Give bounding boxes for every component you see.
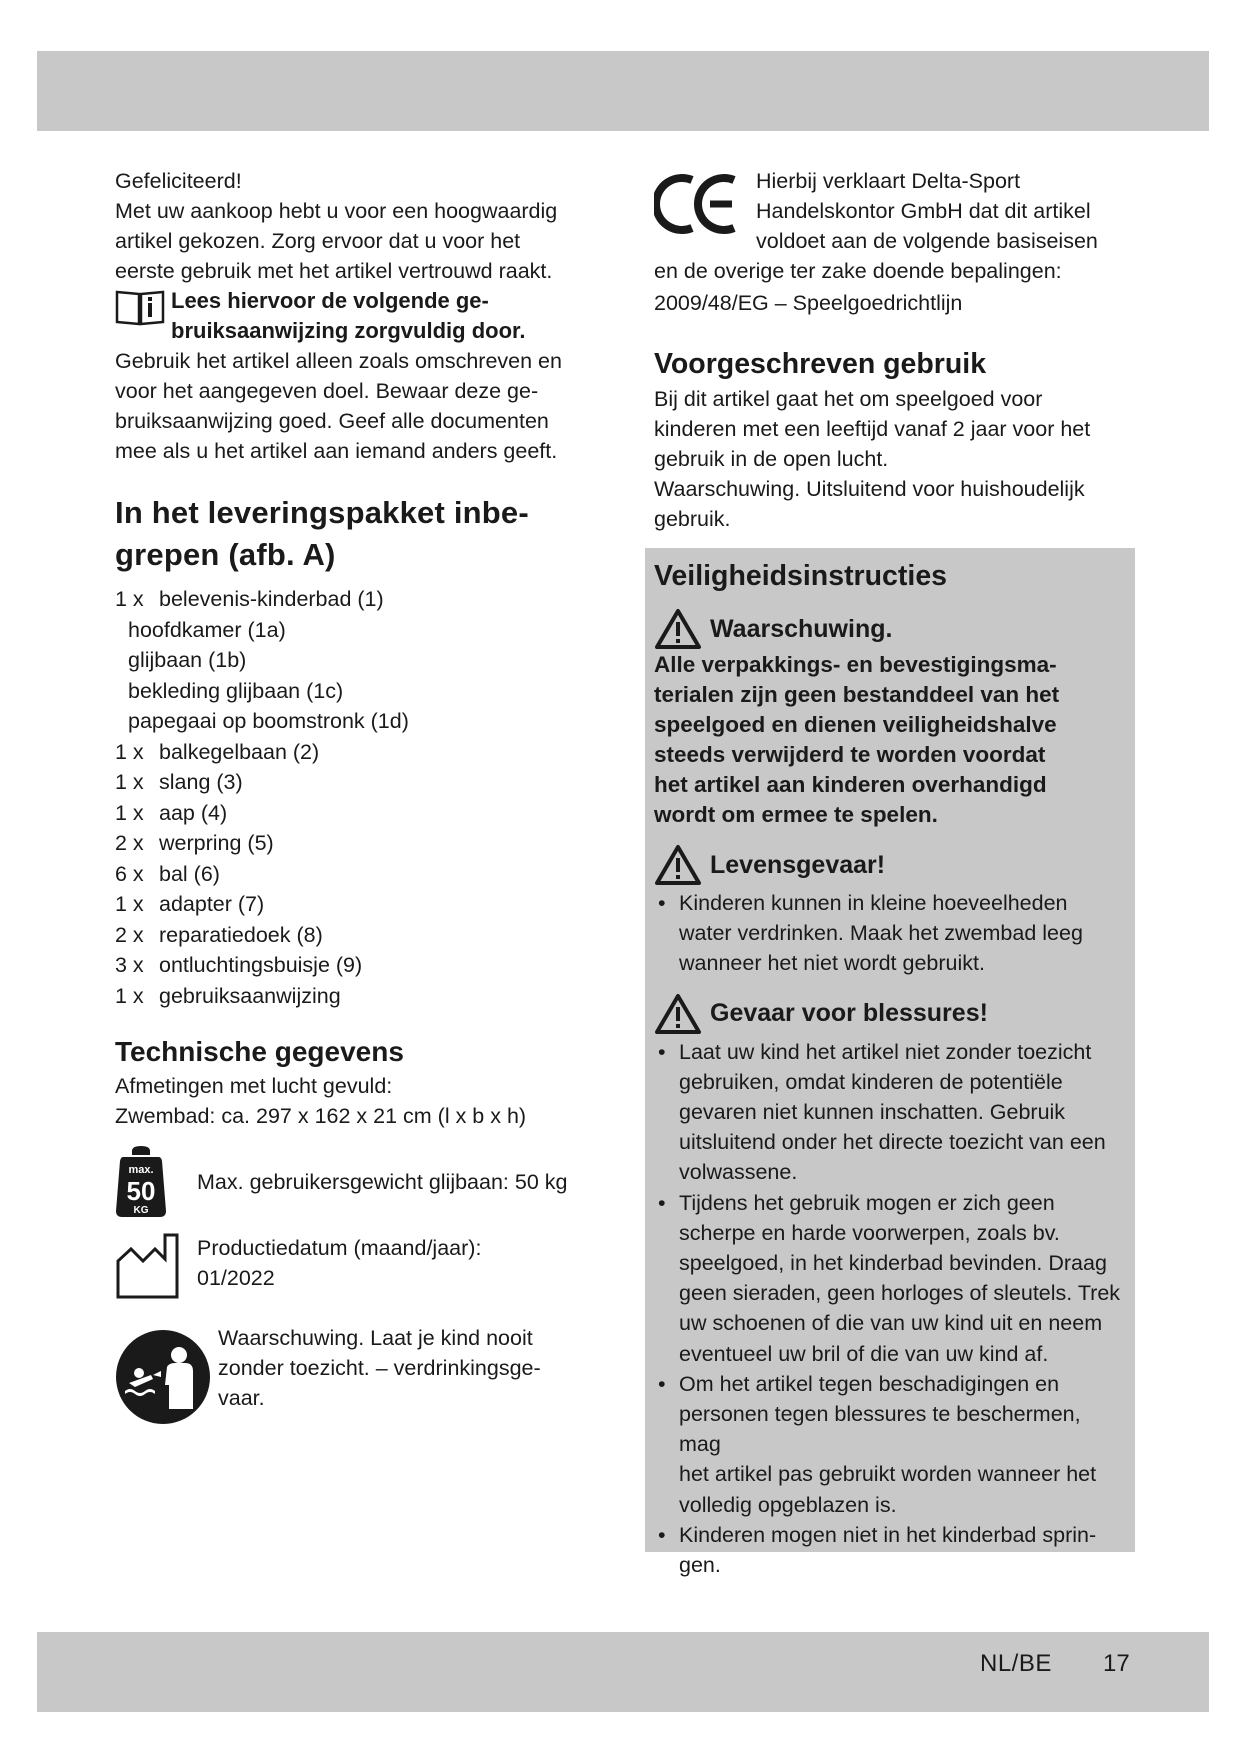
intro-line: voor het aangegeven doel. Bewaar deze ge- xyxy=(115,379,539,403)
intro-line: eerste gebruik met het artikel vertrouwd raakt. xyxy=(115,259,553,283)
danger-list xyxy=(654,888,1125,979)
intro-greeting: Gefeliciteerd! xyxy=(115,169,242,193)
injury-list xyxy=(654,1037,1125,1581)
technical-line: Afmetingen met lucht gevuld: xyxy=(115,1074,393,1098)
supervision-line: vaar. xyxy=(218,1386,265,1410)
warning-triangle-icon xyxy=(654,608,702,650)
intro-line: artikel gekozen. Zorg ervoor dat u voor het xyxy=(115,229,521,253)
safety-title: Veiligheidsinstructies xyxy=(654,560,948,592)
ce-directive: 2009/48/EG – Speelgoedrichtlijn xyxy=(654,291,963,315)
intended-use-line: Waarschuwing. Uitsluitend voor huishoudelijk xyxy=(654,477,1085,501)
warning-line: het artikel aan kinderen overhandigd xyxy=(654,772,1047,797)
list-item: 1 x adapter (7) xyxy=(115,892,265,916)
intended-use-title: Voorgeschreven gebruik xyxy=(654,348,987,380)
warning-line: steeds verwijderd te worden voordat xyxy=(654,742,1046,767)
max-weight-row xyxy=(115,1145,615,1219)
production-label: Productiedatum (maand/jaar): xyxy=(197,1236,482,1260)
intended-use-line: kinderen met een leeftijd vanaf 2 jaar voor het xyxy=(654,417,1091,441)
ce-line: Handelskontor GmbH dat dit artikel xyxy=(756,199,1091,223)
list-item: 2 x reparatiedoek (8) xyxy=(115,922,323,947)
max-weight-text: Max. gebruikersgewicht glijbaan: 50 kg xyxy=(197,1170,568,1194)
supervision-warning-row xyxy=(115,1323,615,1419)
intro-line: Met uw aankoop hebt u voor een hoogwaardig xyxy=(115,199,558,223)
list-item: papegaai op boomstronk (1d) xyxy=(128,709,409,733)
list-item: 6 x bal (6) xyxy=(115,861,220,886)
ce-mark-icon xyxy=(654,172,742,236)
safety-instructions-box xyxy=(645,548,1135,1578)
intended-use-line: Bij dit artikel gaat het om speelgoed voor xyxy=(654,387,1043,411)
warning-line: terialen zijn geen bestanddeel van het xyxy=(654,682,1060,707)
right-column xyxy=(654,166,1124,534)
danger-heading: Levensgevaar! xyxy=(654,844,1125,886)
weight-icon xyxy=(115,1145,167,1219)
intro-line: bruiksaanwijzing goed. Geef alle documenten xyxy=(115,409,549,433)
list-item: • Kinderen mogen niet in het kinderbad sprin- gen. xyxy=(654,1520,1125,1580)
list-item: 1 x slang (3) xyxy=(115,770,243,794)
warning-triangle-icon xyxy=(654,993,702,1035)
supervision-warning-icon xyxy=(115,1329,211,1425)
production-date: 01/2022 xyxy=(197,1266,275,1290)
manual-info-icon xyxy=(115,288,165,326)
list-item: glijbaan (1b) xyxy=(128,648,247,672)
ce-line: voldoet aan de volgende basiseisen xyxy=(756,229,1098,253)
list-item: 1 x balkegelbaan (2) xyxy=(115,739,320,764)
footer-language: NL/BE xyxy=(980,1650,1052,1677)
list-item: • Kinderen kunnen in kleine hoeveelheden water verdrinken. Maak het zwembad leeg wanneer het niet wordt gebruikt. xyxy=(654,888,1125,979)
intended-use-line: gebruik in de open lucht. xyxy=(654,447,889,471)
ce-line: Hierbij verklaart Delta-Sport xyxy=(756,169,1021,193)
svg-text:max.: max. xyxy=(128,1164,154,1176)
technical-title: Technische gegevens xyxy=(115,1036,404,1067)
list-item: 1 x belevenis-kinderbad (1) xyxy=(115,587,384,611)
intro-line: Gebruik het artikel alleen zoals omschreven en xyxy=(115,349,562,373)
list-item: • Om het artikel tegen beschadigingen en personen tegen blessures te beschermen, mag het artikel pas gebruikt worden wanneer het volledig opgeblazen is. xyxy=(654,1369,1125,1520)
note-line: Lees hiervoor de volgende ge- xyxy=(171,288,489,313)
list-item: bekleding glijbaan (1c) xyxy=(128,678,344,703)
warning-heading: Waarschuwing. xyxy=(654,608,1125,650)
list-item: • Tijdens het gebruik mogen er zich geen scherpe en harde voorwerpen, zoals bv. speelgoed, in het kinderbad bevinden. Draag geen sieraden, geen horloges of sleutels. Trek uw schoenen of die van uw kind uit en neem eventueel uw bril of die van uw kind af. xyxy=(654,1188,1125,1369)
page-number: 17 xyxy=(1103,1650,1130,1677)
list-item: • Laat uw kind het artikel niet zonder toezicht gebruiken, omdat kinderen de potentiële gevaren niet kunnen inschatten. Gebruik uitsluitend onder het directe toezicht van een volwassene. xyxy=(654,1037,1125,1188)
left-column xyxy=(115,166,615,1419)
ce-line: en de overige ter zake doende bepalingen: xyxy=(654,259,1062,283)
svg-text:50: 50 xyxy=(126,1176,156,1206)
supervision-line: zonder toezicht. – verdrinkingsge- xyxy=(218,1356,541,1380)
list-item: 1 x aap (4) xyxy=(115,800,228,825)
injury-heading: Gevaar voor blessures! xyxy=(654,993,1125,1035)
production-date-row xyxy=(115,1231,615,1301)
supervision-line: Waarschuwing. Laat je kind nooit xyxy=(218,1326,533,1350)
list-item: 3 x ontluchtingsbuisje (9) xyxy=(115,953,363,977)
warning-line: speelgoed en dienen veiligheidshalve xyxy=(654,712,1057,737)
list-item: 2 x werpring (5) xyxy=(115,831,274,855)
list-item: hoofdkamer (1a) xyxy=(128,617,286,642)
svg-text:KG: KG xyxy=(133,1205,149,1216)
read-manual-note xyxy=(115,286,615,346)
package-list xyxy=(115,584,615,1011)
intro-line: mee als u het artikel aan iemand anders geeft. xyxy=(115,439,558,463)
package-title: In het leveringspakket inbe- grepen (afb. A) xyxy=(115,495,529,572)
warning-triangle-icon xyxy=(654,844,702,886)
factory-icon xyxy=(115,1231,185,1299)
technical-line: Zwembad: ca. 297 x 162 x 21 cm (l x b x h) xyxy=(115,1104,527,1128)
ce-declaration xyxy=(654,166,1124,256)
note-line: bruiksaanwijzing zorgvuldig door. xyxy=(171,318,526,343)
list-item: 1 x gebruiksaanwijzing xyxy=(115,983,341,1008)
warning-line: Alle verpakkings- en bevestigingsma- xyxy=(654,652,1057,677)
header-bar xyxy=(37,51,1209,131)
intended-use-line: gebruik. xyxy=(654,507,731,531)
warning-line: wordt om ermee te spelen. xyxy=(654,802,938,827)
